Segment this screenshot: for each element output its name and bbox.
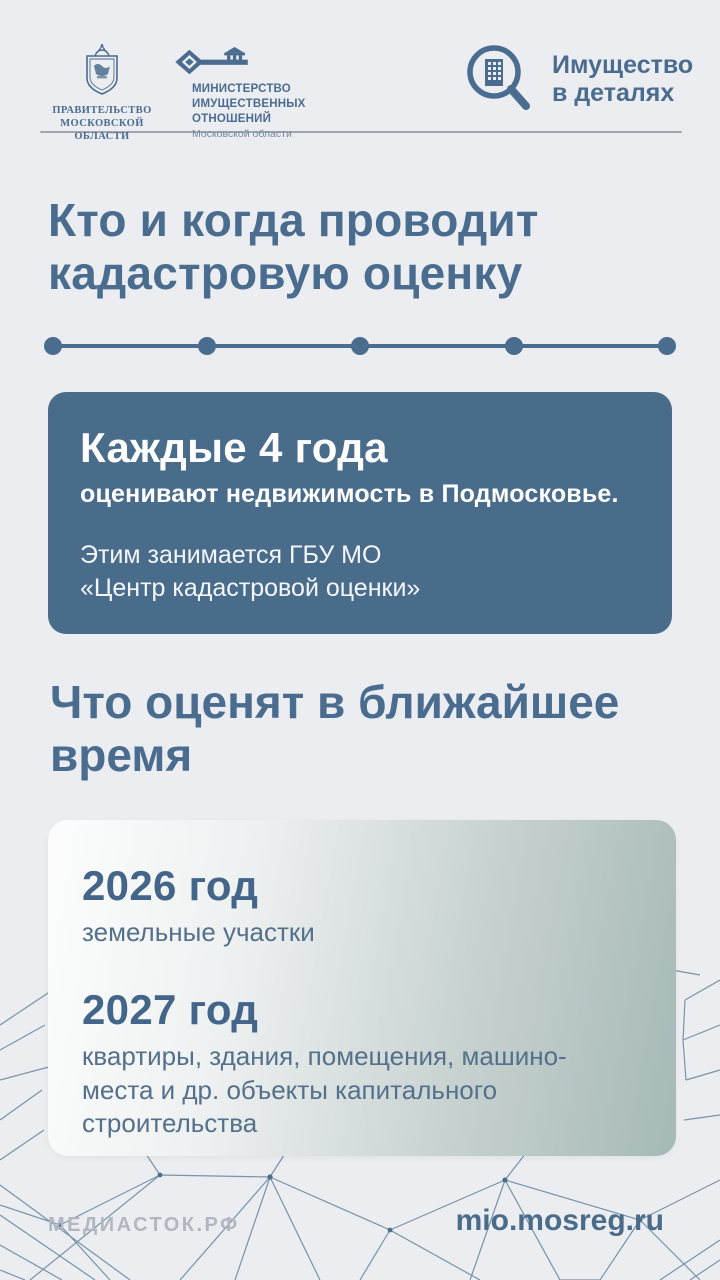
schedule-year: 2026 год — [82, 862, 259, 909]
section-title-line2: время — [50, 729, 193, 782]
schedule-description: земельные участки — [82, 917, 315, 947]
watermark-mediastock: МЕДИАСТОК.РФ — [48, 1214, 240, 1236]
brand-logo — [462, 40, 693, 120]
page-title-line2: кадастровую оценку — [48, 247, 523, 300]
timeline-dot — [658, 337, 676, 355]
ministry-label-line1: МИНИСТЕРСТВО — [192, 83, 291, 95]
info-card-body-line1: Этим занимается ГБУ МО — [80, 541, 382, 569]
page-title-line1: Кто и когда проводит — [48, 194, 539, 246]
brand-label-line2: в деталях — [552, 78, 675, 107]
brand-label-line1: Имущество — [552, 51, 694, 79]
section-title — [50, 676, 619, 783]
schedule-item — [82, 862, 640, 950]
schedule-year: 2027 год — [82, 985, 259, 1033]
info-card-body — [80, 539, 640, 604]
gov-label-line3: ОБЛАСТИ — [74, 131, 130, 143]
info-card-subheadline: оценивают недвижимость в Подмосковье. — [80, 480, 619, 508]
key-building-icon — [174, 46, 250, 78]
timeline-dot — [198, 337, 216, 355]
magnifier-building-icon — [462, 40, 540, 120]
government-logo — [44, 42, 160, 143]
page-title — [48, 194, 539, 301]
info-card-body-line2: «Центр кадастровой оценки» — [80, 573, 421, 602]
ministry-label-line4: Московской области — [192, 127, 292, 140]
site-link[interactable]: mio.mosreg.ru — [455, 1204, 664, 1237]
timeline-dot — [505, 337, 523, 355]
schedule-description: квартиры, здания, помещения, машино-места и др. объекты капитального строительства — [82, 1040, 567, 1139]
timeline-dot — [351, 337, 369, 355]
info-card-headline: Каждые 4 года — [80, 424, 388, 471]
government-logo-label — [44, 104, 160, 143]
frequency-info-card — [48, 392, 672, 634]
moscow-region-emblem-icon — [77, 42, 127, 98]
timeline-dot — [44, 337, 62, 355]
header — [0, 0, 720, 143]
ministry-label-line3: ОТНОШЕНИЙ — [192, 112, 272, 125]
schedule-card — [48, 820, 676, 1156]
gov-label-line1: ПРАВИТЕЛЬСТВО — [52, 105, 152, 116]
ministry-logo-label — [192, 82, 306, 142]
section-title-line1: Что оценят в ближайшее — [50, 676, 620, 728]
schedule-item — [82, 986, 640, 1141]
timeline — [44, 337, 676, 355]
brand-label — [552, 52, 693, 107]
ministry-logo — [172, 46, 306, 142]
ministry-label-line2: ИМУЩЕСТВЕННЫХ — [192, 97, 306, 110]
gov-label-line2: МОСКОВСКОЙ — [60, 118, 144, 130]
